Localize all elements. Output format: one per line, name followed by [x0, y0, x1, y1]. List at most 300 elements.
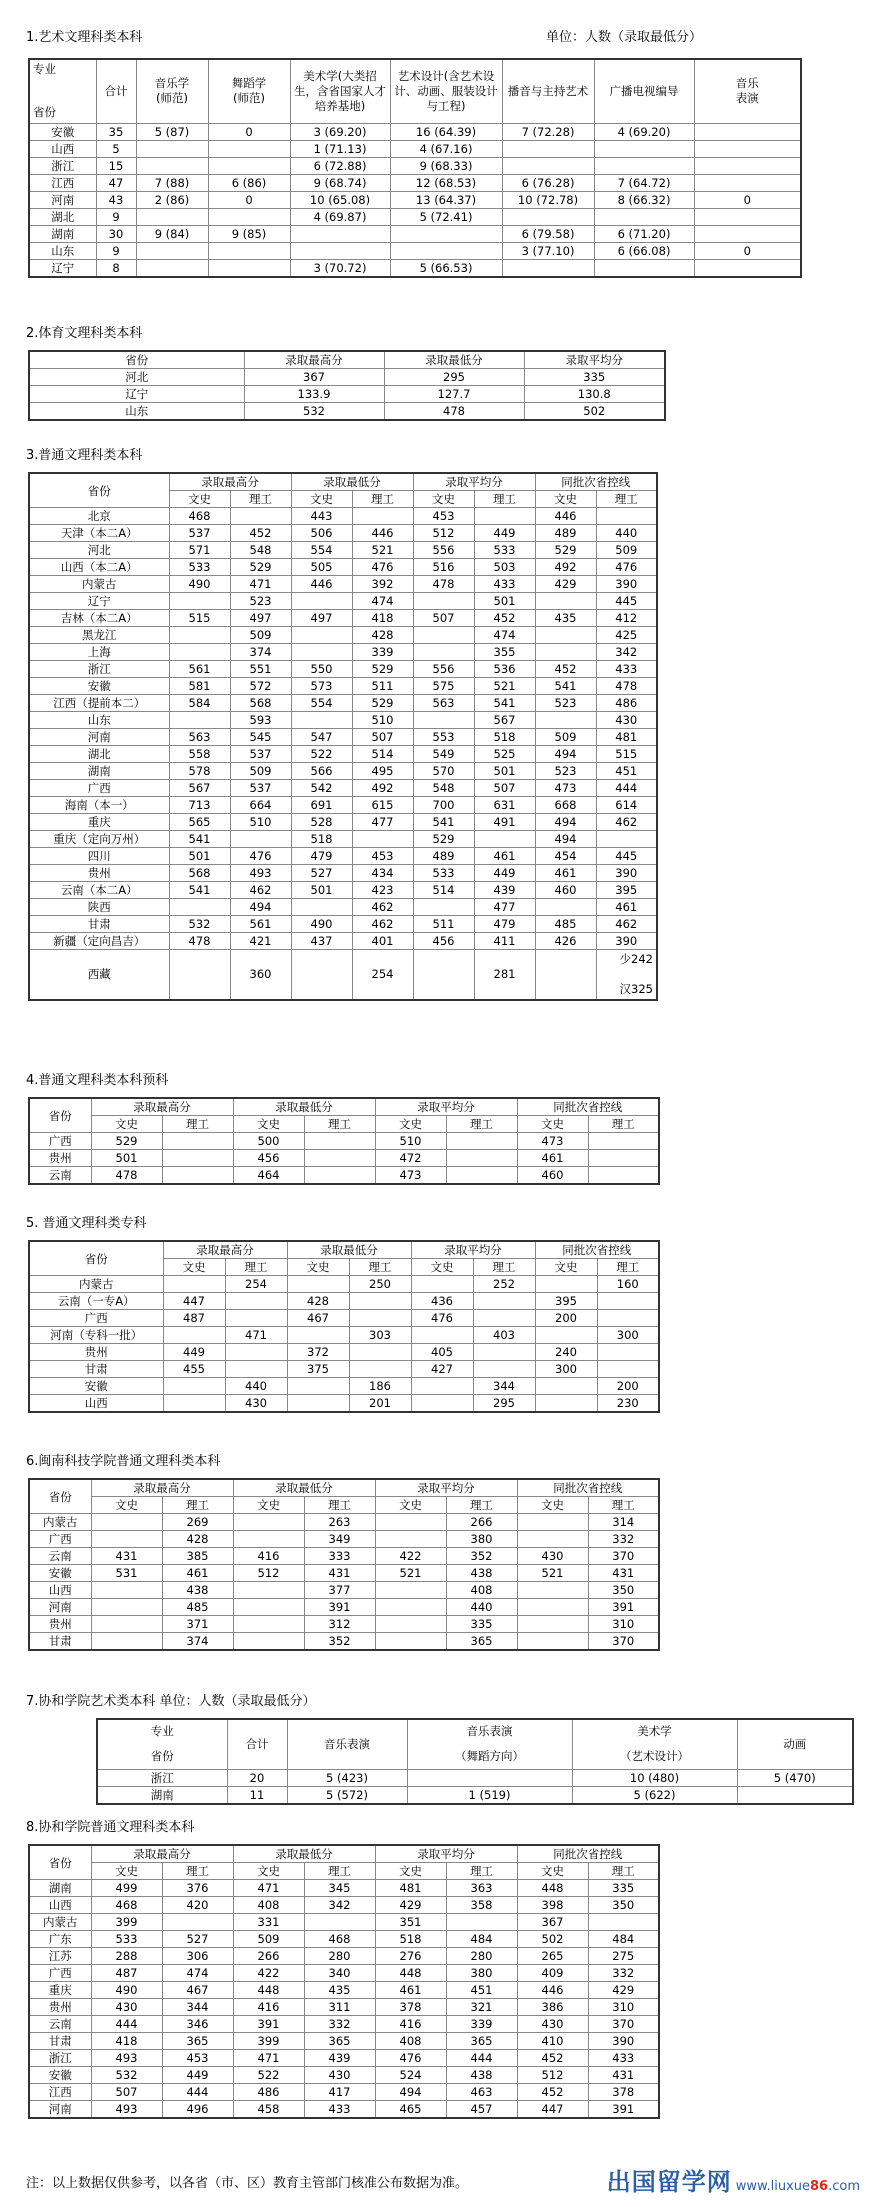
cell [169, 950, 230, 1000]
header-music-performance: 音乐 表演 [694, 59, 801, 123]
table-row [29, 542, 657, 559]
cell: 713 [169, 797, 230, 814]
table-row [29, 225, 801, 242]
cell: 449 [474, 865, 535, 882]
cell: 395 [596, 882, 657, 899]
cell: 461 [474, 848, 535, 865]
cell: 35 [96, 123, 136, 140]
cell [588, 1167, 659, 1185]
cell [502, 140, 594, 157]
cell: 435 [535, 610, 596, 627]
cell: 429 [375, 1897, 446, 1914]
header-province: 省份 [29, 1845, 91, 1880]
cell: 363 [446, 1880, 517, 1897]
cell: 321 [446, 1999, 517, 2016]
cell [694, 259, 801, 277]
header-science: 理工 [230, 491, 291, 508]
cell: 494 [535, 831, 596, 848]
cell-province: 湖南 [29, 225, 96, 242]
cell: 433 [588, 2050, 659, 2067]
cell: 5 (423) [287, 1769, 407, 1786]
cell: 391 [588, 1599, 659, 1616]
cell: 465 [375, 2101, 446, 2119]
header-group: 录取最高分 [169, 473, 291, 491]
cell-province: 云南（本二A） [29, 882, 169, 899]
table-row [29, 123, 801, 140]
cell: 5 (87) [136, 123, 208, 140]
cell: 486 [596, 695, 657, 712]
cell: 375 [287, 1361, 349, 1378]
cell: 339 [352, 644, 413, 661]
cell: 537 [230, 780, 291, 797]
cell: 310 [588, 1999, 659, 2016]
cell: 497 [230, 610, 291, 627]
sports-admission-table [28, 350, 666, 421]
cell: 250 [349, 1276, 411, 1293]
header-liberal-arts: 文史 [287, 1259, 349, 1276]
header-fine-arts-sub: （艺术设计） [620, 1749, 689, 1764]
cell: 6 (76.28) [502, 174, 594, 191]
cell: 444 [596, 780, 657, 797]
cell: 506 [291, 525, 352, 542]
cell [349, 1361, 411, 1378]
cell [304, 1150, 375, 1167]
cell: 631 [474, 797, 535, 814]
cell: 428 [352, 627, 413, 644]
cell: 691 [291, 797, 352, 814]
table-row [29, 729, 657, 746]
cell [162, 1150, 233, 1167]
cell: 532 [91, 2067, 162, 2084]
cell-province: 浙江 [29, 661, 169, 678]
cell: 472 [375, 1150, 446, 1167]
cell-province: 浙江 [29, 2050, 91, 2067]
cell [694, 225, 801, 242]
cell: 568 [169, 865, 230, 882]
cell: 542 [291, 780, 352, 797]
cell: 485 [535, 916, 596, 933]
table-row [29, 242, 801, 259]
cell [694, 140, 801, 157]
cell: 541 [474, 695, 535, 712]
header-science: 理工 [597, 1259, 659, 1276]
cell: 549 [413, 746, 474, 763]
cell: 553 [413, 729, 474, 746]
cell-province: 浙江 [97, 1769, 227, 1786]
cell: 462 [596, 814, 657, 831]
cell: 2 (86) [136, 191, 208, 208]
table-row [29, 780, 657, 797]
table-row [29, 1310, 659, 1327]
cell [446, 1914, 517, 1931]
header-group: 同批次省控线 [517, 1098, 659, 1116]
table-row [29, 593, 657, 610]
cell: 420 [162, 1897, 233, 1914]
cell [304, 1167, 375, 1185]
cell [169, 712, 230, 729]
cell: 416 [375, 2016, 446, 2033]
cell-province: 安徽 [29, 1378, 163, 1395]
cell: 8 [96, 259, 136, 277]
header-science: 理工 [304, 1863, 375, 1880]
header-science: 理工 [162, 1116, 233, 1133]
table-row [29, 208, 801, 225]
cell [136, 208, 208, 225]
cell: 479 [474, 916, 535, 933]
table-row [29, 1344, 659, 1361]
cell: 494 [535, 814, 596, 831]
cell: 462 [352, 899, 413, 916]
cell: 416 [233, 1548, 304, 1565]
cell: 332 [588, 1965, 659, 1982]
table-row [29, 191, 801, 208]
table-row [29, 831, 657, 848]
cell [473, 1344, 535, 1361]
cell: 474 [474, 627, 535, 644]
cell: 509 [230, 763, 291, 780]
cell [411, 1327, 473, 1344]
cell-province: 河北 [29, 369, 244, 386]
cell: 288 [91, 1948, 162, 1965]
cell-province: 辽宁 [29, 259, 96, 277]
cell-province: 江西（提前本二） [29, 695, 169, 712]
cell: 461 [162, 1565, 233, 1582]
table-row [29, 2101, 659, 2119]
cell: 372 [287, 1344, 349, 1361]
cell: 664 [230, 797, 291, 814]
cell [225, 1310, 287, 1327]
cell: 479 [291, 848, 352, 865]
cell [473, 1310, 535, 1327]
cell: 300 [535, 1361, 597, 1378]
cell: 518 [474, 729, 535, 746]
cell-province: 山东 [29, 712, 169, 729]
cell: 1 (71.13) [290, 140, 390, 157]
cell: 240 [535, 1344, 597, 1361]
cell: 533 [474, 542, 535, 559]
cell: 484 [446, 1931, 517, 1948]
cell: 476 [411, 1310, 473, 1327]
cell: 507 [352, 729, 413, 746]
cell: 9 [96, 242, 136, 259]
cell [91, 1616, 162, 1633]
cell: 447 [517, 2101, 588, 2119]
header-music-performance: 音乐表演 [287, 1719, 407, 1769]
cell: 514 [352, 746, 413, 763]
table-row [29, 1133, 659, 1150]
cell: 263 [304, 1514, 375, 1531]
cell [375, 1582, 446, 1599]
cell [136, 242, 208, 259]
cell: 266 [233, 1948, 304, 1965]
cell: 446 [517, 1982, 588, 1999]
cell: 476 [375, 2050, 446, 2067]
header-science: 理工 [474, 491, 535, 508]
cell: 497 [291, 610, 352, 627]
cell: 9 (68.33) [390, 157, 502, 174]
cell: 584 [169, 695, 230, 712]
cell: 392 [352, 576, 413, 593]
table-row [29, 1167, 659, 1185]
cell: 0 [694, 191, 801, 208]
header-total: 合计 [96, 59, 136, 123]
cell: 522 [233, 2067, 304, 2084]
header-tv-directing: 广播电视编导 [594, 59, 694, 123]
cell: 133.9 [244, 386, 384, 403]
cell [517, 1616, 588, 1633]
cell: 344 [473, 1378, 535, 1395]
cell [287, 1378, 349, 1395]
cell: 503 [474, 559, 535, 576]
cell [225, 1293, 287, 1310]
header-music: 音乐学 (师范) [136, 59, 208, 123]
table-row [29, 1931, 659, 1948]
cell [413, 950, 474, 1000]
cell [291, 899, 352, 916]
cell: 554 [291, 695, 352, 712]
cell: 451 [596, 763, 657, 780]
cell: 493 [230, 865, 291, 882]
cell: 473 [535, 780, 596, 797]
cell-province: 山西 [29, 1582, 91, 1599]
cell: 430 [517, 2016, 588, 2033]
cell [162, 1133, 233, 1150]
cell [162, 1914, 233, 1931]
cell: 43 [96, 191, 136, 208]
cell [594, 157, 694, 174]
header-liberal-arts: 文史 [163, 1259, 225, 1276]
cell: 276 [375, 1948, 446, 1965]
cell: 493 [91, 2050, 162, 2067]
cell: 440 [446, 1599, 517, 1616]
cell: 370 [588, 1548, 659, 1565]
cell: 545 [230, 729, 291, 746]
cell [352, 508, 413, 525]
table-row [29, 1965, 659, 1982]
cell: 516 [413, 559, 474, 576]
cell: 529 [91, 1133, 162, 1150]
table-row [29, 610, 657, 627]
cell: 425 [596, 627, 657, 644]
cell-province: 广西 [29, 1133, 91, 1150]
table-row [29, 814, 657, 831]
cell: 431 [588, 2067, 659, 2084]
cell: 509 [596, 542, 657, 559]
cell [535, 593, 596, 610]
table-row [29, 1897, 659, 1914]
cell: 496 [162, 2101, 233, 2119]
cell: 408 [233, 1897, 304, 1914]
cell-province: 湖北 [29, 208, 96, 225]
table-row [29, 882, 657, 899]
cell: 7 (64.72) [594, 174, 694, 191]
cell: 7 (88) [136, 174, 208, 191]
header-liberal-arts: 文史 [291, 491, 352, 508]
cell: 6 (79.58) [502, 225, 594, 242]
cell: 342 [596, 644, 657, 661]
section-5-title: 5. 普通文理科类专科 [26, 1216, 147, 1231]
table-row [29, 2067, 659, 2084]
cell: 435 [304, 1982, 375, 1999]
cell: 201 [349, 1395, 411, 1413]
cell: 529 [352, 695, 413, 712]
header-animation: 动画 [737, 1719, 853, 1769]
cell: 566 [291, 763, 352, 780]
cell: 339 [446, 2016, 517, 2033]
cell: 410 [517, 2033, 588, 2050]
cell [291, 593, 352, 610]
table-row [29, 916, 657, 933]
cell [169, 627, 230, 644]
cell: 541 [413, 814, 474, 831]
cell [588, 1133, 659, 1150]
cell-province: 内蒙古 [29, 576, 169, 593]
control-line-minority: 少242 [619, 952, 653, 967]
cell: 295 [473, 1395, 535, 1413]
cell: 529 [535, 542, 596, 559]
cell: 522 [291, 746, 352, 763]
cell [502, 157, 594, 174]
table-row [29, 386, 665, 403]
cell: 335 [588, 1880, 659, 1897]
cell: 512 [233, 1565, 304, 1582]
cell: 335 [524, 369, 665, 386]
cell [411, 1395, 473, 1413]
header-group: 录取平均分 [375, 1479, 517, 1497]
site-watermark [607, 2162, 860, 2197]
cell: 448 [517, 1880, 588, 1897]
cell [694, 208, 801, 225]
cell: 448 [375, 1965, 446, 1982]
cell [163, 1327, 225, 1344]
cell: 462 [596, 916, 657, 933]
cell: 431 [304, 1565, 375, 1582]
cell: 527 [162, 1931, 233, 1948]
cell: 391 [304, 1599, 375, 1616]
cell-province: 河南 [29, 191, 96, 208]
cell: 390 [588, 2033, 659, 2050]
cell: 376 [162, 1880, 233, 1897]
cell [594, 259, 694, 277]
cell: 6 (66.08) [594, 242, 694, 259]
cell: 377 [304, 1582, 375, 1599]
cell: 398 [517, 1897, 588, 1914]
table-row [29, 644, 657, 661]
header-liberal-arts: 文史 [91, 1116, 162, 1133]
cell: 528 [291, 814, 352, 831]
cell: 390 [596, 865, 657, 882]
cell: 494 [230, 899, 291, 916]
header-liberal-arts: 文史 [233, 1863, 304, 1880]
header-liberal-arts: 文史 [517, 1863, 588, 1880]
table-row [29, 2084, 659, 2101]
cell: 536 [474, 661, 535, 678]
header-group: 录取最低分 [287, 1241, 411, 1259]
table-subheader [29, 1863, 659, 1880]
cell: 433 [474, 576, 535, 593]
cell: 490 [169, 576, 230, 593]
cell-province: 山西 [29, 1395, 163, 1413]
cell: 370 [588, 2016, 659, 2033]
cell: 12 (68.53) [390, 174, 502, 191]
art-admission-table [28, 58, 802, 278]
header-science: 理工 [225, 1259, 287, 1276]
cell [390, 242, 502, 259]
cell-province: 甘肃 [29, 1361, 163, 1378]
table-row [29, 678, 657, 695]
cell-province: 西藏 [29, 950, 169, 1000]
cell: 492 [352, 780, 413, 797]
cell: 457 [446, 2101, 517, 2119]
cell: 269 [162, 1514, 233, 1531]
control-line-han: 汉325 [619, 982, 653, 997]
table-header [29, 1098, 659, 1116]
cell [136, 140, 208, 157]
cell: 460 [517, 1167, 588, 1185]
cell: 254 [225, 1276, 287, 1293]
cell: 509 [535, 729, 596, 746]
header-liberal-arts: 文史 [375, 1863, 446, 1880]
table-row [29, 661, 657, 678]
cell: 614 [596, 797, 657, 814]
cell [91, 1582, 162, 1599]
cell: 367 [244, 369, 384, 386]
cell: 500 [233, 1133, 304, 1150]
cell: 378 [588, 2084, 659, 2101]
table-row [29, 763, 657, 780]
cell: 411 [474, 933, 535, 950]
cell [535, 1378, 597, 1395]
cell: 477 [352, 814, 413, 831]
cell: 444 [446, 2050, 517, 2067]
cell [413, 627, 474, 644]
cell-province: 安徽 [29, 123, 96, 140]
header-science: 理工 [588, 1863, 659, 1880]
cell-province: 河南 [29, 2101, 91, 2119]
cell [291, 712, 352, 729]
table-row [29, 797, 657, 814]
cell-province: 甘肃 [29, 1633, 91, 1651]
cell: 444 [162, 2084, 233, 2101]
cell [287, 1276, 349, 1293]
cell [375, 1599, 446, 1616]
cell: 439 [474, 882, 535, 899]
cell [446, 1150, 517, 1167]
header-province: 省份 [29, 1479, 91, 1514]
xiehe-regular-table [28, 1844, 660, 2119]
header-group: 录取最低分 [291, 473, 413, 491]
cell: 391 [588, 2101, 659, 2119]
cell: 567 [169, 780, 230, 797]
cell [169, 593, 230, 610]
cell [694, 157, 801, 174]
cell [737, 1786, 853, 1804]
cell: 445 [596, 848, 657, 865]
header-group: 录取最高分 [91, 1845, 233, 1863]
cell [411, 1378, 473, 1395]
cell: 3 (69.20) [290, 123, 390, 140]
cell [208, 157, 290, 174]
cell [291, 627, 352, 644]
cell: 512 [517, 2067, 588, 2084]
cell [596, 508, 657, 525]
cell: 444 [91, 2016, 162, 2033]
cell-province: 陕西 [29, 899, 169, 916]
cell: 0 [208, 191, 290, 208]
cell [304, 1133, 375, 1150]
cell-province: 山西（本二A） [29, 559, 169, 576]
cell [91, 1531, 162, 1548]
